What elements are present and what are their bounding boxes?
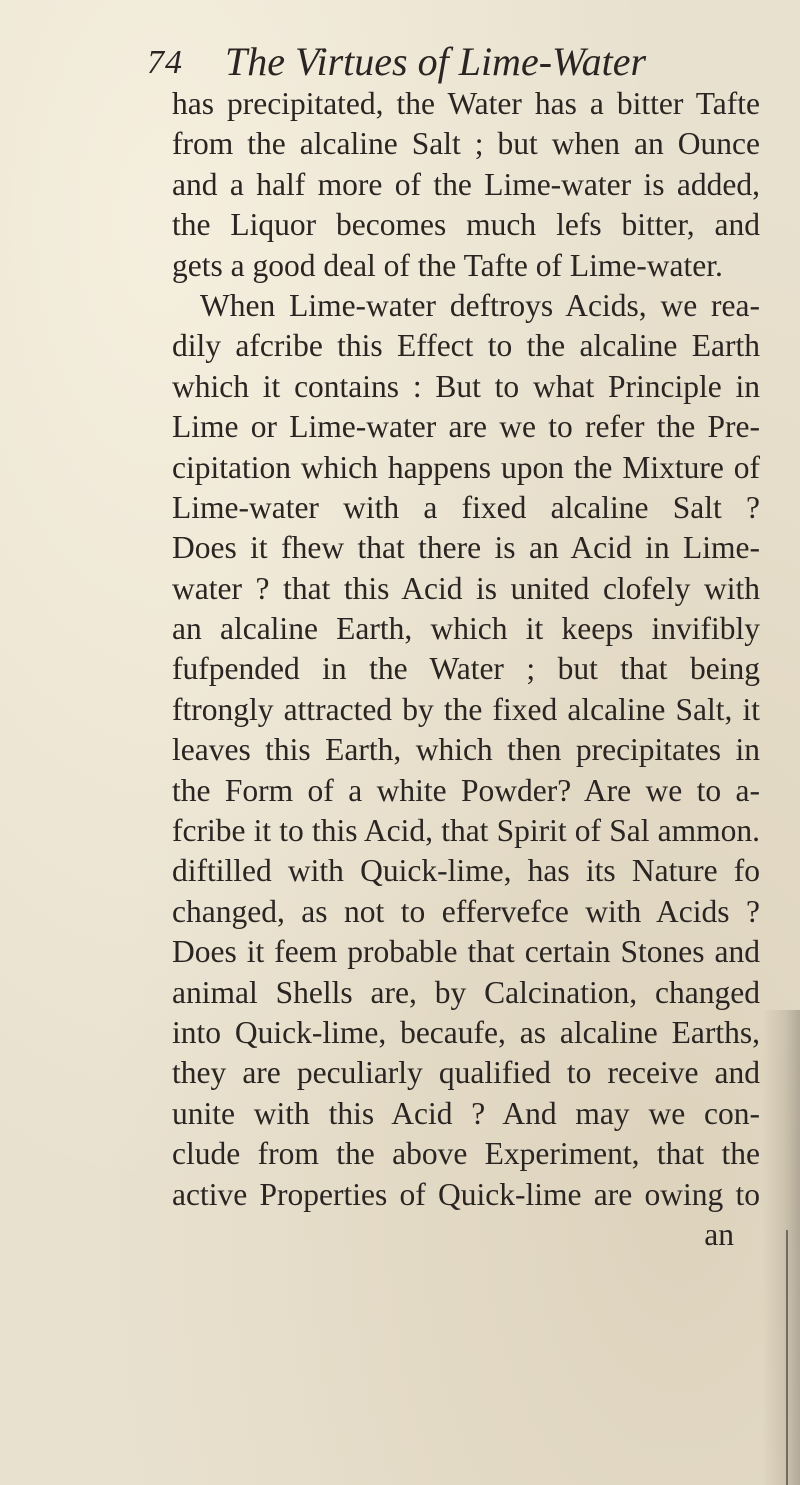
text-line: Does it feem probable that certain Stones and (172, 934, 760, 970)
page-edge-shadow (762, 1010, 800, 1485)
text-line: the Form of a white Powder? Are we to a- (172, 772, 760, 808)
text-line: an alcaline Earth, which it keeps invifibly (172, 611, 760, 647)
text-line: into Quick-lime, becaufe, as alcaline Earths, (172, 1014, 760, 1050)
running-title: The Virtues of Lime-Water (225, 39, 647, 84)
text-line: dily afcribe this Effect to the alcaline Earth (172, 328, 760, 364)
page-edge-line (786, 1230, 788, 1485)
text-line: Does it fhew that there is an Acid in Lime- (172, 530, 760, 566)
text-line: clude from the above Experiment, that the (172, 1136, 760, 1172)
text-line: they are peculiarly qualified to receive and (172, 1055, 760, 1091)
text-line: leaves this Earth, which then precipitates in (172, 732, 760, 768)
text-line: cipitation which happens upon the Mixture of (172, 449, 760, 485)
text-line: gets a good deal of the Tafte of Lime-water. (172, 247, 723, 283)
text-line: fcribe it to this Acid, that Spirit of Sal ammon. (172, 813, 760, 849)
text-line: from the alcaline Salt ; but when an Ounce (172, 126, 760, 162)
text-line: which it contains : But to what Principle in (172, 368, 760, 404)
catchword: an (704, 1216, 734, 1252)
text-line: Lime-water with a fixed alcaline Salt ? (172, 489, 760, 525)
text-line: When Lime-water deftroys Acids, we rea- (200, 287, 760, 323)
text-line: active Properties of Quick-lime are owing to (172, 1176, 760, 1212)
text-line: unite with this Acid ? And may we con- (172, 1095, 760, 1131)
text-line: ftrongly attracted by the fixed alcaline Salt, it (172, 691, 760, 727)
text-line: has precipitated, the Water has a bitter Tafte (172, 86, 760, 121)
text-line: the Liquor becomes much lefs bitter, and (172, 207, 760, 243)
page-number: 74 (147, 44, 183, 81)
text-line: water ? that this Acid is united clofely with (172, 570, 760, 606)
text-line: animal Shells are, by Calcination, changed (172, 974, 760, 1010)
body-text (172, 84, 760, 1255)
text-line: diftilled with Quick-lime, has its Nature fo (172, 853, 760, 889)
text-line: fufpended in the Water ; but that being (172, 651, 760, 687)
text-line: Lime or Lime-water are we to refer the Pre- (172, 409, 760, 445)
text-line: and a half more of the Lime-water is added, (172, 166, 760, 202)
text-line: changed, as not to effervefce with Acids ? (172, 893, 760, 929)
